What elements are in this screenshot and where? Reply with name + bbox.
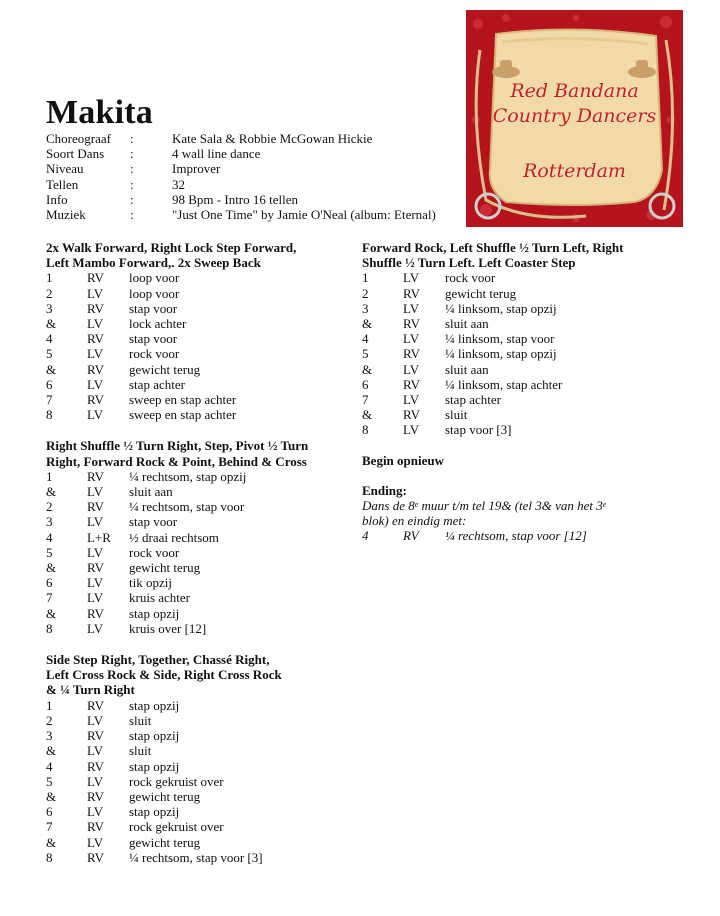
info-value: Improver	[172, 161, 221, 177]
step-row	[46, 499, 346, 514]
step-foot: LV	[87, 407, 104, 423]
step-count: &	[46, 361, 57, 377]
step-description: rock voor	[445, 270, 496, 286]
info-label: Choreograaf	[46, 131, 111, 146]
step-count: 3	[362, 300, 369, 316]
step-description: kruis over [12]	[129, 620, 207, 636]
step-description: rock gekruist over	[129, 773, 224, 789]
info-label: Soort Dans	[46, 146, 105, 162]
step-count: 4	[46, 331, 53, 347]
step-foot: RV	[403, 346, 421, 362]
step-description: sluit aan	[445, 361, 489, 377]
step-row	[46, 392, 346, 407]
step-row	[46, 530, 346, 545]
step-description: ¼ linksom, stap opzij	[445, 300, 557, 316]
step-description: sluit	[129, 743, 152, 759]
step-description: stap opzij	[129, 758, 180, 774]
step-count: 8	[46, 620, 53, 636]
step-row	[46, 407, 346, 422]
step-foot: RV	[87, 605, 105, 621]
step-description: rock gekruist over	[129, 819, 224, 835]
step-count: 2	[46, 499, 53, 515]
info-sep: :	[130, 146, 134, 162]
step-foot: L+R	[87, 529, 111, 545]
info-label: Muziek	[46, 207, 86, 223]
step-foot: LV	[403, 270, 420, 286]
step-foot: LV	[87, 712, 104, 728]
info-row	[46, 192, 436, 207]
step-row	[46, 346, 346, 361]
step-row	[46, 560, 346, 575]
ending-text: Dans de 8e muur t/m tel 19& (tel 3& van het 3e blok) en eindig met:	[362, 498, 607, 529]
step-row	[362, 346, 662, 361]
step-list	[362, 270, 662, 437]
step-description: rock voor	[129, 544, 180, 560]
step-count: &	[46, 560, 57, 576]
step-foot: RV	[87, 361, 105, 377]
step-section-4	[362, 240, 662, 438]
step-row	[46, 377, 346, 392]
step-count: 7	[46, 590, 53, 606]
step-count: 4	[362, 331, 369, 347]
step-description: sluit	[445, 407, 468, 423]
step-row	[362, 316, 662, 331]
info-sep: :	[130, 161, 134, 177]
step-description: gewicht terug	[129, 788, 201, 804]
step-count: 1	[46, 697, 53, 713]
step-row	[46, 331, 346, 346]
step-count: 2	[46, 712, 53, 728]
step-count: 6	[46, 575, 53, 591]
dance-info-table	[46, 131, 436, 222]
step-foot: LV	[87, 575, 104, 591]
step-count: &	[362, 407, 373, 423]
step-description: ¼ rechtsom, stap opzij	[129, 468, 247, 484]
step-description: stap voor	[129, 300, 178, 316]
step-foot: LV	[87, 590, 104, 606]
step-foot: RV	[87, 270, 105, 286]
step-foot: RV	[87, 849, 105, 865]
step-foot: RV	[87, 468, 105, 484]
step-count: 5	[46, 346, 53, 362]
step-count: 8	[362, 422, 369, 438]
step-count: &	[46, 788, 57, 804]
step-foot: RV	[87, 728, 105, 744]
step-description: tik opzij	[129, 575, 172, 591]
step-foot: LV	[87, 484, 104, 500]
step-row	[362, 377, 662, 392]
step-description: ¼ linksom, stap achter	[445, 376, 563, 392]
step-description: stap voor	[129, 514, 178, 530]
ending-block	[362, 483, 662, 544]
step-row	[46, 301, 346, 316]
step-foot: RV	[403, 285, 421, 301]
ending-heading: Ending:	[362, 482, 407, 498]
step-foot: LV	[87, 316, 104, 332]
step-count: 7	[362, 392, 369, 408]
step-count: 1	[362, 270, 369, 286]
step-count: 6	[46, 376, 53, 392]
right-column	[362, 240, 662, 544]
step-description: ¼ linksom, stap opzij	[445, 346, 557, 362]
step-description: gewicht terug	[129, 361, 201, 377]
step-count: &	[46, 605, 57, 621]
step-foot: RV	[403, 407, 421, 423]
step-foot: LV	[403, 300, 420, 316]
step-row	[46, 819, 346, 834]
step-description: stap voor [3]	[445, 422, 512, 438]
ending-step: 4 RV ¼ rechtsom, stap voor [12]	[362, 528, 587, 544]
step-description: gewicht terug	[129, 834, 201, 850]
info-sep: :	[130, 176, 134, 192]
info-value: Kate Sala & Robbie McGowan Hickie	[172, 131, 373, 146]
info-row	[46, 207, 436, 222]
step-row	[46, 514, 346, 529]
step-foot: LV	[403, 392, 420, 408]
step-foot: LV	[87, 346, 104, 362]
step-count: &	[46, 484, 57, 500]
step-count: &	[362, 316, 373, 332]
step-row	[46, 606, 346, 621]
step-count: 8	[46, 849, 53, 865]
info-value: 32	[172, 176, 185, 192]
step-description: lock achter	[129, 316, 187, 332]
step-section-1	[46, 240, 346, 422]
step-foot: LV	[403, 422, 420, 438]
info-row	[46, 161, 436, 176]
logo-line-1: Red Bandana	[510, 80, 639, 102]
step-count: &	[46, 316, 57, 332]
step-count: 6	[362, 376, 369, 392]
step-row	[46, 804, 346, 819]
step-row	[46, 789, 346, 804]
step-description: loop voor	[129, 270, 180, 286]
step-row	[362, 407, 662, 422]
step-description: stap voor	[129, 331, 178, 347]
step-row	[46, 545, 346, 560]
step-foot: RV	[87, 392, 105, 408]
step-count: &	[46, 834, 57, 850]
step-count: 4	[46, 529, 53, 545]
step-description: kruis achter	[129, 590, 191, 606]
step-row	[46, 698, 346, 713]
step-count: 4	[46, 758, 53, 774]
info-row	[46, 131, 436, 146]
step-count: 7	[46, 392, 53, 408]
step-row	[46, 774, 346, 789]
step-foot: RV	[87, 499, 105, 515]
step-description: rock voor	[129, 346, 180, 362]
step-count: 6	[46, 804, 53, 820]
step-description: stap opzij	[129, 697, 180, 713]
step-foot: RV	[87, 300, 105, 316]
step-description: stap opzij	[129, 728, 180, 744]
step-count: 5	[46, 544, 53, 560]
step-section-2	[46, 438, 346, 636]
step-foot: RV	[87, 697, 105, 713]
step-description: ¼ rechtsom, stap voor [3]	[129, 849, 263, 865]
step-foot: LV	[87, 834, 104, 850]
step-list	[46, 469, 346, 636]
club-logo	[466, 10, 683, 227]
step-row	[46, 469, 346, 484]
restart-note: Begin opnieuw	[362, 452, 444, 468]
step-row	[46, 759, 346, 774]
left-column	[46, 240, 346, 865]
step-count: 2	[46, 285, 53, 301]
step-count: 5	[46, 773, 53, 789]
step-row	[46, 743, 346, 758]
step-row	[46, 316, 346, 331]
step-row	[362, 270, 662, 285]
step-description: ½ draai rechtsom	[129, 529, 219, 545]
step-section-3	[46, 652, 346, 865]
step-row	[362, 286, 662, 301]
info-sep: :	[130, 131, 134, 146]
step-count: 8	[46, 407, 53, 423]
info-value: "Just One Time" by Jamie O'Neal (album: Eternal)	[172, 207, 436, 223]
step-row	[362, 301, 662, 316]
step-row	[46, 484, 346, 499]
step-foot: RV	[87, 758, 105, 774]
info-label: Info	[46, 191, 68, 207]
step-count: 3	[46, 300, 53, 316]
logo-line-2: Country Dancers	[492, 105, 657, 127]
section-heading: Right Shuffle ½ Turn Right, Step, Pivot ½ Turn Right, Forward Rock & Point, Behind & Cross	[46, 438, 309, 469]
step-count: 5	[362, 346, 369, 362]
step-list	[46, 698, 346, 865]
step-row	[46, 713, 346, 728]
step-description: loop voor	[129, 285, 180, 301]
step-list	[46, 270, 346, 422]
step-description: sweep en stap achter	[129, 392, 237, 408]
step-count: 1	[46, 270, 53, 286]
step-count: 2	[362, 285, 369, 301]
step-foot: LV	[87, 804, 104, 820]
step-row	[362, 422, 662, 437]
section-heading: 2x Walk Forward, Right Lock Step Forward, Left Mambo Forward,. 2x Sweep Back	[46, 240, 297, 271]
section-heading: Forward Rock, Left Shuffle ½ Turn Left, Right Shuffle ½ Turn Left. Left Coaster Step	[362, 240, 624, 271]
step-description: gewicht terug	[445, 285, 517, 301]
info-label: Tellen	[46, 176, 79, 192]
step-count: 3	[46, 514, 53, 530]
section-heading: Side Step Right, Together, Chassé Right, Left Cross Rock & Side, Right Cross Rock & ¼ Turn Right	[46, 652, 282, 698]
step-foot: LV	[87, 773, 104, 789]
step-count: 3	[46, 728, 53, 744]
step-foot: RV	[87, 819, 105, 835]
step-description: ¼ linksom, stap voor	[445, 331, 555, 347]
step-description: stap achter	[129, 376, 185, 392]
step-description: stap opzij	[129, 804, 180, 820]
step-count: &	[46, 743, 57, 759]
step-row	[362, 331, 662, 346]
step-row	[46, 270, 346, 285]
step-foot: LV	[87, 544, 104, 560]
step-foot: RV	[87, 331, 105, 347]
step-row	[46, 621, 346, 636]
step-description: stap achter	[445, 392, 501, 408]
info-row	[46, 177, 436, 192]
step-foot: RV	[403, 376, 421, 392]
step-row	[362, 362, 662, 377]
step-row	[362, 392, 662, 407]
info-sep: :	[130, 191, 134, 207]
step-description: sluit	[129, 712, 152, 728]
step-description: sluit aan	[445, 316, 489, 332]
step-row	[46, 850, 346, 865]
info-row	[46, 146, 436, 161]
step-foot: LV	[87, 376, 104, 392]
info-value: 4 wall line dance	[172, 146, 261, 162]
step-description: stap opzij	[129, 605, 180, 621]
step-foot: LV	[403, 331, 420, 347]
step-row	[46, 286, 346, 301]
step-description: ¼ rechtsom, stap voor	[129, 499, 245, 515]
step-row	[46, 575, 346, 590]
step-foot: RV	[403, 316, 421, 332]
step-count: 1	[46, 468, 53, 484]
logo-line-3: Rotterdam	[523, 160, 626, 182]
step-row	[46, 362, 346, 377]
step-foot: LV	[87, 743, 104, 759]
step-description: gewicht terug	[129, 560, 201, 576]
step-count: 7	[46, 819, 53, 835]
info-sep: :	[130, 207, 134, 223]
step-description: sweep en stap achter	[129, 407, 237, 423]
step-foot: RV	[87, 788, 105, 804]
info-value: 98 Bpm - Intro 16 tellen	[172, 191, 299, 207]
step-count: &	[362, 361, 373, 377]
step-description: sluit aan	[129, 484, 173, 500]
step-foot: LV	[87, 514, 104, 530]
step-foot: LV	[403, 361, 420, 377]
step-foot: RV	[87, 560, 105, 576]
dance-title: Makita	[46, 94, 153, 131]
info-label: Niveau	[46, 161, 84, 177]
step-foot: LV	[87, 620, 104, 636]
step-row	[46, 728, 346, 743]
step-row	[46, 590, 346, 605]
step-foot: LV	[87, 285, 104, 301]
step-row	[46, 835, 346, 850]
